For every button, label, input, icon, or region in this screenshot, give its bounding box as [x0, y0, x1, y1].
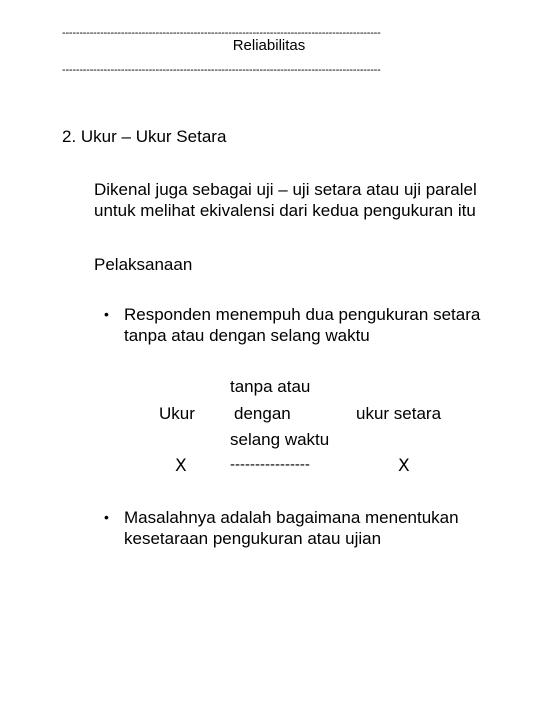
header-top-rule: --------------------------------------------------------------------------------------------: [62, 27, 381, 39]
diagram-middle-rule: ----------------: [230, 456, 310, 473]
bullet-text: Masalahnya adalah bagaimana menentukan kesetaraan pengukuran atau ujian: [124, 508, 459, 548]
diagram-middle-line1: tanpa atau: [230, 377, 311, 396]
diagram-middle-line2: dengan: [234, 404, 291, 423]
diagram-middle-line3: selang waktu: [230, 430, 330, 449]
bullet-marker: •: [104, 306, 109, 322]
header-bottom-rule: --------------------------------------------------------------------------------------------: [62, 64, 381, 76]
section-heading: 2. Ukur – Ukur Setara: [62, 127, 227, 146]
diagram-left-label: Ukur: [159, 404, 195, 423]
diagram-right-symbol: X: [398, 456, 410, 476]
bullet-text: Responden menempuh dua pengukuran setara tanpa atau dengan selang waktu: [124, 305, 481, 345]
section-subheading: Pelaksanaan: [94, 255, 193, 274]
bullet-marker: •: [104, 509, 109, 525]
section-description: Dikenal juga sebagai uji – uji setara atau uji paralel untuk melihat ekivalensi dari kedua pengukuran itu: [94, 180, 477, 220]
diagram-left-symbol: X: [175, 456, 187, 476]
page-title: Reliabilitas: [232, 37, 306, 54]
diagram-right-label: ukur setara: [356, 404, 442, 423]
